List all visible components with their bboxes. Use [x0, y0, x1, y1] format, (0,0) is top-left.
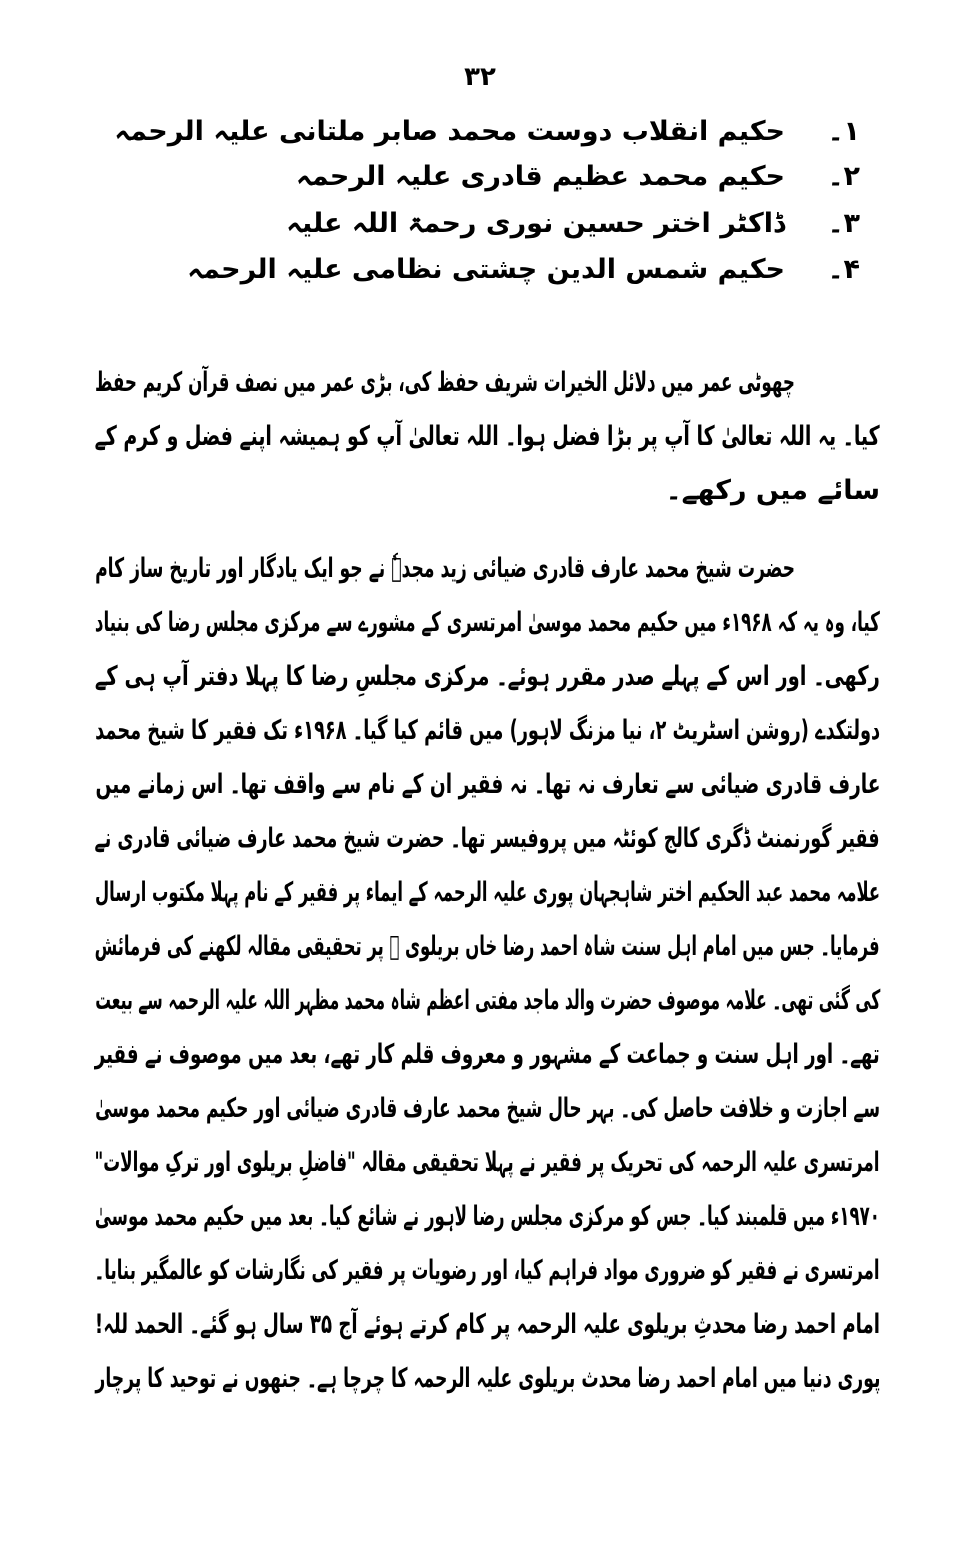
line-text: پوری دنیا میں امام احمد رضا محدث بریلوی علیہ الرحمہ کا چرچا ہے۔ جنھوں نے توحید کا پرچار	[95, 1363, 880, 1394]
line-text: عارف قادری ضیائی سے تعارف نہ تھا۔ نہ فقیر ان کے نام سے واقف تھا۔ اس زمانے میں	[94, 769, 880, 800]
list-item	[95, 245, 880, 295]
text-line	[95, 868, 880, 918]
line-text: حضرت شیخ محمد عارف قادری ضیائی زید مجدہٗ نے جو ایک یادگار اور تاریخ ساز کام	[95, 553, 795, 584]
line-text: سے اجازت و خلافت حاصل کی۔ بہر حال شیخ محمد عارف قادری ضیائی اور حکیم محمد موسیٰ	[95, 1093, 880, 1124]
text-line	[95, 922, 880, 972]
list-number: ۱۔	[827, 116, 860, 147]
text-line	[95, 1030, 880, 1080]
text-line	[95, 760, 880, 810]
text-line	[95, 1138, 880, 1188]
line-text: کیا۔ یہ اللہ تعالیٰ کا آپ پر بڑا فضل ہوا۔ اللہ تعالیٰ آپ کو ہمیشہ اپنے فضل و کرم کے	[95, 421, 880, 452]
list-item	[95, 152, 880, 202]
list-number: ۴۔	[827, 254, 860, 285]
line-text: کی گئی تھی۔ علامہ موصوف حضرت والد ماجد مفتی اعظم شاہ محمد مظہر اللہ علیہ الرحمہ سے بیعت	[95, 985, 880, 1016]
text-line	[95, 544, 880, 594]
page-number: ۳۲	[464, 62, 496, 92]
line-text: فقیر گورنمنٹ ڈگری کالج کوئٹہ میں پروفیسر تھا۔ حضرت شیخ محمد عارف ضیائی قادری نے	[94, 823, 880, 854]
list-text: حکیم شمس الدین چشتی نظامی علیہ الرحمہ	[187, 254, 785, 285]
text-line	[95, 466, 880, 516]
text-line	[95, 1300, 880, 1350]
line-text: کیا، وہ یہ کہ ۱۹۶۸ء میں حکیم محمد موسیٰ امرتسری کے مشورے سے مرکزی مجلس رضا کی بنیاد	[95, 607, 880, 638]
text-line	[95, 598, 880, 648]
line-text: امرتسری علیہ الرحمہ کی تحریک پر فقیر نے پہلا تحقیقی مقالہ "فاضلِ بریلوی اور ترکِ موالات"	[95, 1147, 880, 1178]
text-line	[95, 814, 880, 864]
text-line	[95, 358, 880, 408]
text-line	[95, 976, 880, 1026]
text-line	[95, 1354, 880, 1404]
list-text: ڈاکٹر اختر حسین نوری رحمۃ اللہ علیہ	[286, 208, 785, 239]
text-line	[95, 706, 880, 756]
list-item	[95, 107, 880, 157]
line-text: امرتسری نے فقیر کو ضروری مواد فراہم کیا، اور رضویات پر فقیر کی نگارشات کو عالمگیر بنایا۔	[95, 1255, 880, 1286]
text-line	[95, 1084, 880, 1134]
list-text: حکیم انقلاب دوست محمد صابر ملتانی علیہ الرحمہ	[114, 116, 785, 147]
list-number: ۲۔	[827, 161, 860, 192]
line-text: علامہ محمد عبد الحکیم اختر شاہجہان پوری علیہ الرحمہ کے ایماء پر فقیر کے نام پہلا مکتوب ارسال	[95, 877, 880, 908]
text-line	[95, 1246, 880, 1296]
line-text: رکھی۔ اور اس کے پہلے صدر مقرر ہوئے۔ مرکزی مجلسِ رضا کا پہلا دفتر آپ ہی کے	[95, 661, 880, 692]
line-text: امام احمد رضا محدثِ بریلوی علیہ الرحمہ پر کام کرتے ہوئے آج ۳۵ سال ہو گئے۔ الحمد للہ!	[95, 1309, 880, 1340]
line-text: ۱۹۷۰ء میں قلمبند کیا۔ جس کو مرکزی مجلس رضا لاہور نے شائع کیا۔ بعد میں حکیم محمد موسیٰ	[95, 1201, 880, 1232]
list-text: حکیم محمد عظیم قادری علیہ الرحمہ	[295, 161, 785, 192]
list-item	[95, 199, 880, 249]
line-text: دولتکدے (روشن اسٹریٹ ۲، نیا مزنگ لاہور) میں قائم کیا گیا۔ ۱۹۶۸ء تک فقیر کا شیخ محمد	[95, 715, 880, 746]
text-line	[95, 1192, 880, 1242]
line-text: سائے میں رکھے۔	[665, 475, 880, 506]
line-text: چھوٹی عمر میں دلائل الخیرات شریف حفظ کی، بڑی عمر میں نصف قرآن کریم حفظ	[95, 367, 795, 398]
list-number: ۳۔	[827, 208, 860, 239]
text-line	[95, 652, 880, 702]
line-text: تھے۔ اور اہل سنت و جماعت کے مشہور و معروف قلم کار تھے، بعد میں موصوف نے فقیر	[95, 1039, 880, 1070]
line-text: فرمایا۔ جس میں امام اہل سنت شاہ احمد رضا خاں بریلوی ﷫ پر تحقیقی مقالہ لکھنے کی فرمائش	[95, 931, 880, 962]
text-line	[95, 412, 880, 462]
